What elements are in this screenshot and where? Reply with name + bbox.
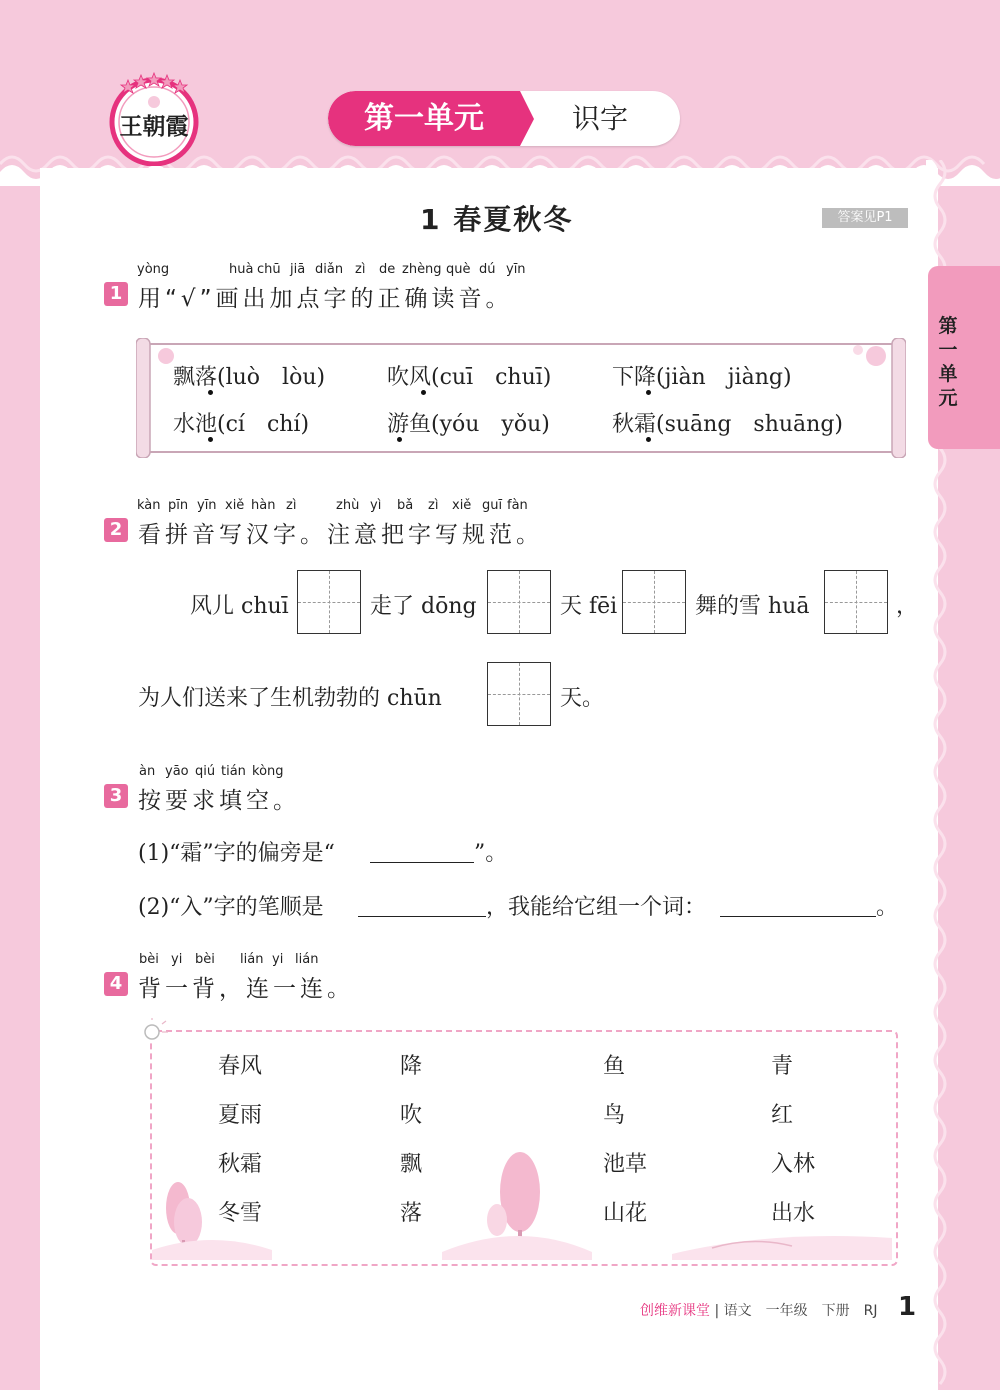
- pinyin: jiā: [290, 262, 306, 277]
- sentence-fragment: ，: [896, 594, 919, 619]
- pinyin: bèi: [195, 952, 215, 967]
- scroll-frame: [136, 338, 906, 458]
- emphasis-dot: [421, 390, 426, 395]
- pinyin: què: [446, 262, 471, 277]
- footer-info: [640, 1300, 877, 1320]
- pinyin: xiě: [452, 498, 472, 513]
- question-3-text: 按要求填空。: [138, 788, 300, 814]
- emphasis-dot: [397, 437, 402, 442]
- match-item-col1[interactable]: 秋霜: [218, 1152, 263, 1177]
- match-item-col1[interactable]: 夏雨: [218, 1103, 263, 1128]
- answer-reference: 答案见P1: [822, 208, 908, 228]
- tianzige-box[interactable]: [297, 570, 361, 634]
- sun-icon: [140, 1018, 170, 1048]
- sentence-fragment: 天。: [560, 686, 605, 711]
- sentence-fragment: 舞的雪 huā: [695, 594, 810, 619]
- emphasis-dot: [646, 437, 651, 442]
- fill-prompt: 。: [876, 895, 899, 920]
- match-item-col3[interactable]: 鸟: [603, 1103, 626, 1128]
- unit-label: 第一单元: [328, 91, 520, 146]
- unit-header: [328, 91, 680, 146]
- emphasis-dot: [208, 437, 213, 442]
- brand-logo-text: 王朝霞: [119, 113, 189, 140]
- pinyin: xiě: [225, 498, 245, 513]
- match-item-col4[interactable]: 入林: [771, 1152, 816, 1177]
- page-number: 1: [898, 1292, 917, 1322]
- pinyin: tián: [221, 764, 246, 779]
- match-item-col2[interactable]: 落: [400, 1201, 423, 1226]
- pinyin: bèi: [139, 952, 159, 967]
- answer-blank[interactable]: [370, 862, 474, 863]
- footer-book-info: | 语文 一年级 下册 RJ: [714, 1303, 878, 1319]
- fill-prompt: (1)“霜”字的偏旁是“: [138, 841, 335, 866]
- pinyin: yāo: [165, 764, 189, 779]
- pinyin: zhù: [336, 498, 360, 513]
- emphasis-dot: [646, 390, 651, 395]
- pinyin: fàn: [507, 498, 528, 513]
- pinyin: hàn: [251, 498, 276, 513]
- pinyin: huà: [229, 262, 254, 277]
- tianzige-box[interactable]: [824, 570, 888, 634]
- pinyin: chū: [257, 262, 281, 277]
- pinyin: de: [379, 262, 396, 277]
- fill-prompt: ”。: [474, 841, 508, 866]
- footer-brand: 创维新课堂: [640, 1303, 710, 1319]
- side-tab-label: 第一单元: [938, 315, 958, 409]
- pinyin: yi: [272, 952, 284, 967]
- pinyin: zhèng: [402, 262, 442, 277]
- question-number-1: 1: [104, 282, 128, 306]
- pinyin: kòng: [252, 764, 284, 779]
- match-item-col4[interactable]: 红: [771, 1103, 794, 1128]
- pinyin: yòng: [137, 262, 170, 277]
- pinyin: bǎ: [397, 498, 414, 513]
- fill-prompt: (2)“入”字的笔顺是: [138, 895, 324, 920]
- tianzige-box[interactable]: [622, 570, 686, 634]
- pinyin: zì: [286, 498, 297, 513]
- pinyin: zì: [428, 498, 439, 513]
- pinyin: diǎn: [315, 262, 344, 277]
- question-number-3: 3: [104, 784, 128, 808]
- match-item-col2[interactable]: 降: [400, 1054, 423, 1079]
- pinyin: yīn: [506, 262, 526, 277]
- tianzige-box[interactable]: [487, 570, 551, 634]
- match-item-col3[interactable]: 鱼: [603, 1054, 626, 1079]
- question-4-text: 背一背，连一连。: [138, 976, 354, 1002]
- match-item-col3[interactable]: 山花: [603, 1201, 648, 1226]
- pinyin: guī: [482, 498, 503, 513]
- pinyin: yi: [171, 952, 183, 967]
- pinyin: pīn: [168, 498, 189, 513]
- fill-prompt: ，我能给它组一个词：: [486, 895, 707, 920]
- emphasis-dot: [208, 390, 213, 395]
- pinyin: dú: [479, 262, 496, 277]
- question-2-text: 看拼音写汉字。注意把字写规范。: [138, 522, 543, 548]
- pinyin-choice-item: 吹风(cuī chuī): [387, 365, 552, 390]
- pinyin: zì: [355, 262, 366, 277]
- sentence-fragment: 天 fēi: [560, 594, 618, 619]
- sentence-fragment: 为人们送来了生机勃勃的 chūn: [138, 686, 442, 711]
- tianzige-box[interactable]: [487, 662, 551, 726]
- answer-blank[interactable]: [720, 916, 876, 917]
- match-item-col1[interactable]: 春风: [218, 1054, 263, 1079]
- pinyin: lián: [295, 952, 319, 967]
- match-item-col4[interactable]: 青: [771, 1054, 794, 1079]
- question-1-text: 用“√”画出加点字的正确读音。: [138, 286, 513, 312]
- sentence-fragment: 走了 dōng: [370, 594, 477, 619]
- pinyin-choice-item: 下降(jiàn jiàng): [612, 365, 792, 390]
- answer-blank[interactable]: [358, 916, 486, 917]
- pinyin: yì: [370, 498, 382, 513]
- pinyin: qiú: [195, 764, 216, 779]
- pinyin: kàn: [137, 498, 161, 513]
- unit-topic: 识字: [571, 102, 628, 135]
- match-item-col4[interactable]: 出水: [771, 1201, 816, 1226]
- pinyin-choice-item: 游鱼(yóu yǒu): [387, 412, 550, 437]
- match-item-col2[interactable]: 吹: [400, 1103, 423, 1128]
- pinyin-choice-item: 秋霜(suāng shuāng): [612, 412, 843, 437]
- sentence-fragment: 风儿 chuī: [190, 594, 289, 619]
- pinyin: yīn: [197, 498, 217, 513]
- pinyin: lián: [240, 952, 264, 967]
- lesson-title: 1 春夏秋冬: [420, 203, 574, 236]
- match-item-col1[interactable]: 冬雪: [218, 1201, 263, 1226]
- match-item-col3[interactable]: 池草: [603, 1152, 648, 1177]
- question-number-4: 4: [104, 972, 128, 996]
- pinyin-choice-item: 水池(cí chí): [173, 412, 310, 437]
- question-number-2: 2: [104, 518, 128, 542]
- pinyin-choice-item: 飘落(luò lòu): [173, 365, 326, 390]
- match-item-col2[interactable]: 飘: [400, 1152, 423, 1177]
- pinyin: àn: [139, 764, 156, 779]
